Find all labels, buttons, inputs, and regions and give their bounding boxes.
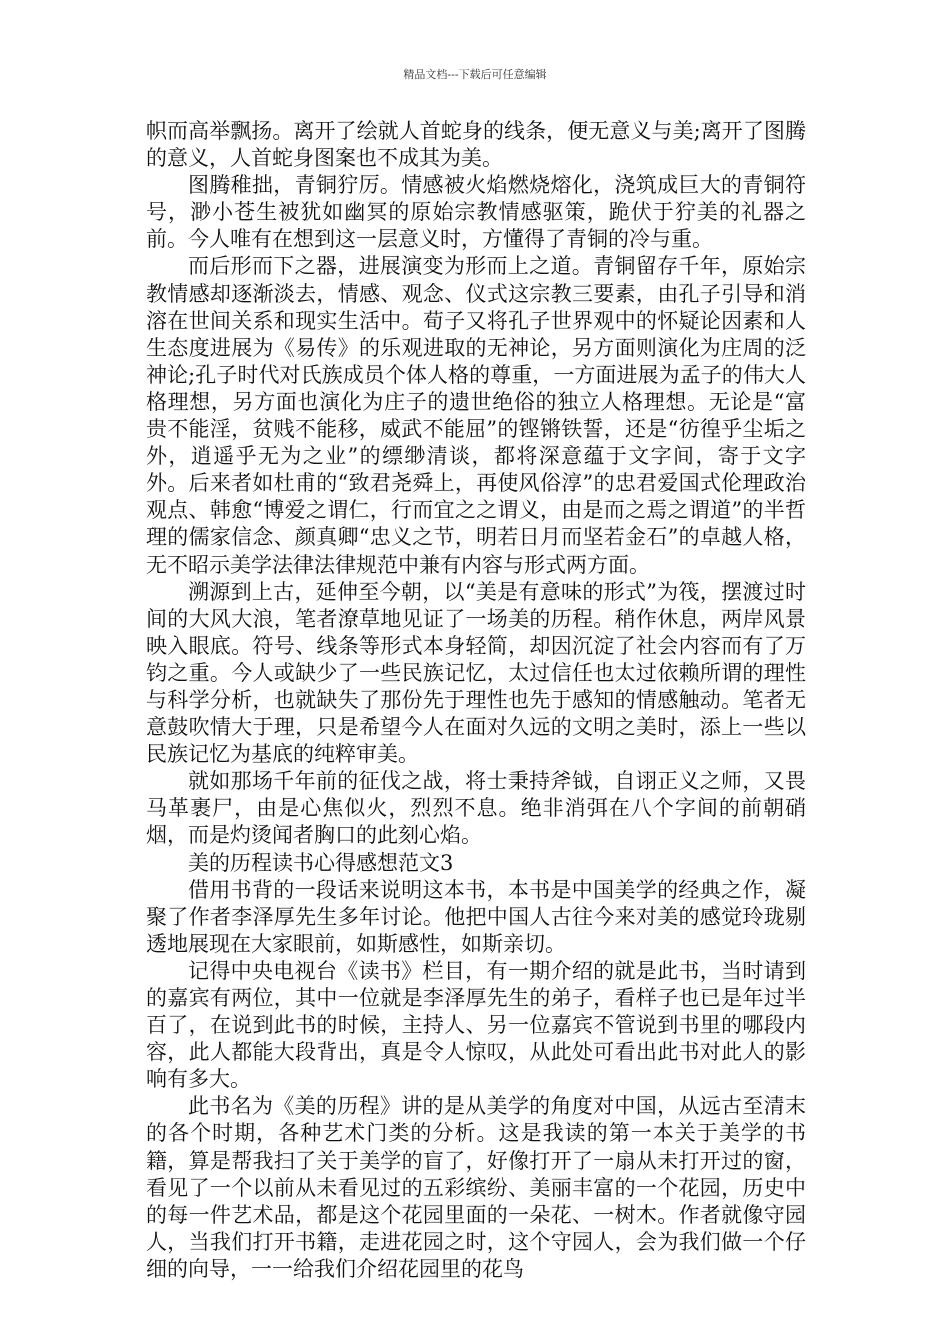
paragraph-4: 溯源到上古，延伸至今朝，以“美是有意味的形式”为筏，摆渡过时间的大风大浪，笔者潦草地见证了一场美的历程。稍作休息，两岸风景映入眼底。符号、线条等形式本身轻简，却因沉淀了社会内容而有了万钧之重。今人或缺少了一些民族记忆，太过信任也太过依赖所谓的理性与科学分析，也就缺失了那份先于理性也先于感知的情感触动。笔者无意鼓吹情大于理，只是希望今人在面对久远的文明之美时，添上一些以民族记忆为基底的纯粹审美。	[146, 579, 806, 767]
paragraph-1: 帜而高举飘扬。离开了绘就人首蛇身的线条，便无意义与美;离开了图腾的意义，人首蛇身图案也不成其为美。	[146, 119, 806, 171]
paragraph-8: 此书名为《美的历程》讲的是从美学的角度对中国，从远古至清末的各个时期，各种艺术门类的分析。这是我读的第一本关于美学的书籍，算是帮我扫了关于美学的盲了，好像打开了一扇从未打开过的窗，看见了一个以前从未看见过的五彩缤纷、美丽丰富的一个花园，历史中的每一件艺术品，都是这个花园里面的一朵花、一树木。作者就像守园人，当我们打开书籍，走进花园之时，这个守园人，会为我们做一个仔细的向导，一一给我们介绍花园里的花鸟	[146, 1094, 806, 1281]
paragraph-5: 就如那场千年前的征伐之战，将士秉持斧钺，自诩正义之师，又畏马革裹尸，由是心焦似火，烈烈不息。绝非消弭在八个字间的前朝硝烟，而是灼烫闻者胸口的此刻心焰。	[146, 769, 806, 848]
section-heading: 美的历程读书心得感想范文3	[188, 850, 454, 875]
body-text	[146, 118, 806, 1283]
paragraph-2: 图腾稚拙，青铜狞厉。情感被火焰燃烧熔化，浇筑成巨大的青铜符号，渺小苍生被犹如幽冥的原始宗教情感驱策，跪伏于狞美的礼器之前。今人唯有在想到这一层意义时，方懂得了青铜的冷与重。	[146, 173, 806, 252]
paragraph-6: 借用书背的一段话来说明这本书，本书是中国美学的经典之作，凝聚了作者李泽厚先生多年讨论。他把中国人古往今来对美的感觉玲珑剔透地展现在大家眼前，如斯感性，如斯亲切。	[146, 877, 806, 956]
paragraph-3: 而后形而下之器，进展演变为形而上之道。青铜留存千年，原始宗教情感却逐渐淡去，情感、观念、仪式这宗教三要素，由孔子引导和消溶在世间关系和现实生活中。荀子又将孔子世界观中的怀疑论因素和人生态度进展为《易传》的乐观进取的无神论，另方面则演化为庄周的泛神论;孔子时代对氏族成员个体人格的尊重，一方面进展为孟子的伟大人格理想，另方面也演化为庄子的遗世绝俗的独立人格理想。无论是“富贵不能淫，贫贱不能移，威武不能屈”的铿锵铁誓，还是“彷徨乎尘垢之外，逍遥乎无为之业”的缥缈清谈，都将深意蕴于文字间，寄于文字外。后来者如杜甫的“致君尧舜上，再使风俗淳”的忠君爱国式伦理政治观点、韩愈“博爱之谓仁，行而宜之之谓义，由是而之焉之谓道”的半哲理的儒家信念、颜真卿“忠义之节，明若日月而坚若金石”的卓越人格，无不昭示美学法律法律规范中兼有内容与形式两方面。	[146, 254, 806, 577]
page-header: 精品文档---下载后可任意编辑	[403, 68, 547, 81]
paragraph-7: 记得中央电视台《读书》栏目，有一期介绍的就是此书，当时请到的嘉宾有两位，其中一位就是李泽厚先生的弟子，看样子也已是年过半百了，在说到此书的时候，主持人、另一位嘉宾不管说到书里的哪段内容，此人都能大段背出，真是令人惊叹，从此处可看出此书对此人的影响有多大。	[146, 958, 806, 1092]
